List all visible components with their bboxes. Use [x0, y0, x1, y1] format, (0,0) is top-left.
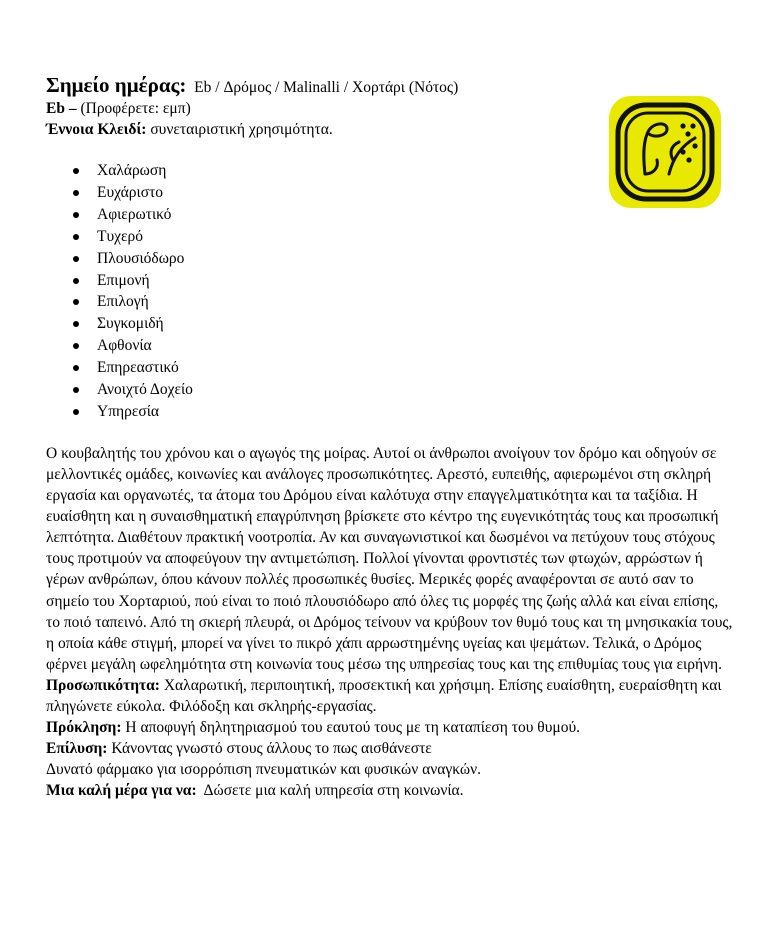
glyph-dot [686, 157, 691, 162]
resolution-paragraph [46, 738, 736, 759]
bullet-icon [73, 168, 79, 174]
challenge-label: Πρόκληση: [46, 719, 122, 737]
resolution-label: Επίλυση: [46, 740, 108, 758]
eb-glyph-icon [609, 96, 721, 208]
bullet-icon [73, 343, 79, 349]
glyph-dot [680, 149, 685, 154]
key-concept-text: συνεταιριστική χρησιμότητα. [150, 121, 333, 138]
list-item: Επιμονή [46, 270, 736, 292]
list-item: Αφιερωτικό [46, 204, 736, 226]
bullet-icon [73, 278, 79, 284]
list-item: Ανοιχτό Δοχείο [46, 379, 736, 401]
list-item: Αφθονία [46, 335, 736, 357]
bullet-icon [73, 256, 79, 262]
list-item: Υπηρεσία [46, 401, 736, 423]
good-day-text: Δώσετε μια καλή υπηρεσία στη κοινωνία. [203, 782, 464, 800]
good-day-paragraph [46, 780, 736, 801]
resolution-extra: Δυνατό φάρμακο για ισορρόπιση πνευματικών και φυσικών αναγκών. [46, 761, 482, 779]
glyph-dot [685, 131, 690, 136]
bullet-icon [73, 212, 79, 218]
title-line [46, 75, 736, 98]
list-item: Επιλογή [46, 291, 736, 313]
good-day-label: Μια καλή μέρα για να: [46, 782, 197, 800]
list-item: Πλουσιόδωρο [46, 248, 736, 270]
list-item: Χαλάρωση [46, 160, 736, 182]
bullet-icon [73, 387, 79, 393]
glyph-dot [692, 143, 697, 148]
pronunciation-label: Eb – [46, 100, 77, 117]
list-item: Επηρεαστικό [46, 357, 736, 379]
description-paragraph: Ο κουβαλητής του χρόνου και ο αγωγός της μοίρας. Αυτοί οι άνθρωποι ανοίγουν τον δρόμο και οδηγούν σε μελλοντικές ομάδες, κοινωνίες και ανάλογες προσωπικότητες. Αρεστό, ευπειθής, αφιερωμένοι στη σκληρή εργασία και οργανωτές, τα άτομα του Δρόμου είναι καλότυχα στην επαγγελματικότητα και τα ταξίδια. Η ευαίσθητη και η συναισθηματική επαγρύπνηση βρίσκετε στο κέντρο της ευγενικότητάς τους και προσωπική λεπτότητα. Διαθέτουν πρακτική νοοτροπία. Αν και συναγωνιστικοί και δωσμένοι να πετύχουν τους στόχους τους προτιμούν να αποφεύγουν την αντιμετώπιση. Πολλοί γίνονται φροντιστές των φτωχών, αρρώστων ή γέρων ανθρώπων, όπου κάνουν πολλές προσωπικές θυσίες. Μερικές φορές αναφέρονται σε αυτό σαν το σημείο του Χορταριού, πού είναι το ποιό πλουσιόδωρο από όλες τις μορφές της ζωής αλλά και είναι επίσης, το ποιό ταπεινό. Από τη σκιερή πλευρά, οι Δρόμος τείνουν να κρύβουν τον θυμό τους και τη μνησικακία τους, η οποία κάθε στιγμή, μπορεί να γίνει το πικρό χάπι αρρωστημένης υγείας και ψεμάτων. Τελικά, ο Δρόμος φέρνει μεγάλη ωφελημότητα στη κοινωνία τους μέσω της υπηρεσίας τους και της επιθυμίας τους για ειρήνη. [46, 444, 733, 673]
personality-paragraph [46, 675, 736, 717]
resolution-text: Κάνοντας γνωστό στους άλλους το πως αισθάνεστε [111, 740, 432, 758]
challenge-paragraph [46, 717, 736, 738]
glyph-dot [690, 123, 695, 128]
key-concept-label: Έννοια Κλειδί: [46, 121, 147, 138]
bullet-icon [73, 299, 79, 305]
bullet-icon [73, 409, 79, 415]
body-text [46, 443, 736, 802]
pronunciation-text: (Προφέρετε: εμπ) [80, 100, 191, 117]
glyph-dot [680, 123, 685, 128]
personality-label: Προσωπικότητα: [46, 676, 160, 694]
list-item: Συγκομιδή [46, 313, 736, 335]
bullet-icon [73, 234, 79, 240]
page-title: Σημείο ημέρας: [46, 73, 187, 97]
bullet-icon [73, 190, 79, 196]
bullet-icon [73, 365, 79, 371]
page-subtitle: Eb / Δρόμος / Malinalli / Χορτάρι (Νότος) [194, 79, 459, 96]
list-item: Ευχάριστο [46, 182, 736, 204]
bullet-icon [73, 321, 79, 327]
list-item: Τυχερό [46, 226, 736, 248]
challenge-text: Η αποφυγή δηλητηριασμού του εαυτού τους με τη καταπίεση του θυμού. [125, 719, 580, 737]
personality-text: Χαλαρωτική, περιποιητική, προσεκτική και χρήσιμη. Επίσης ευαίσθητη, ευεραίσθητη και πληγώνετε εύκολα. Φιλόδοξη και σκληρής-εργασίας. [46, 676, 722, 715]
